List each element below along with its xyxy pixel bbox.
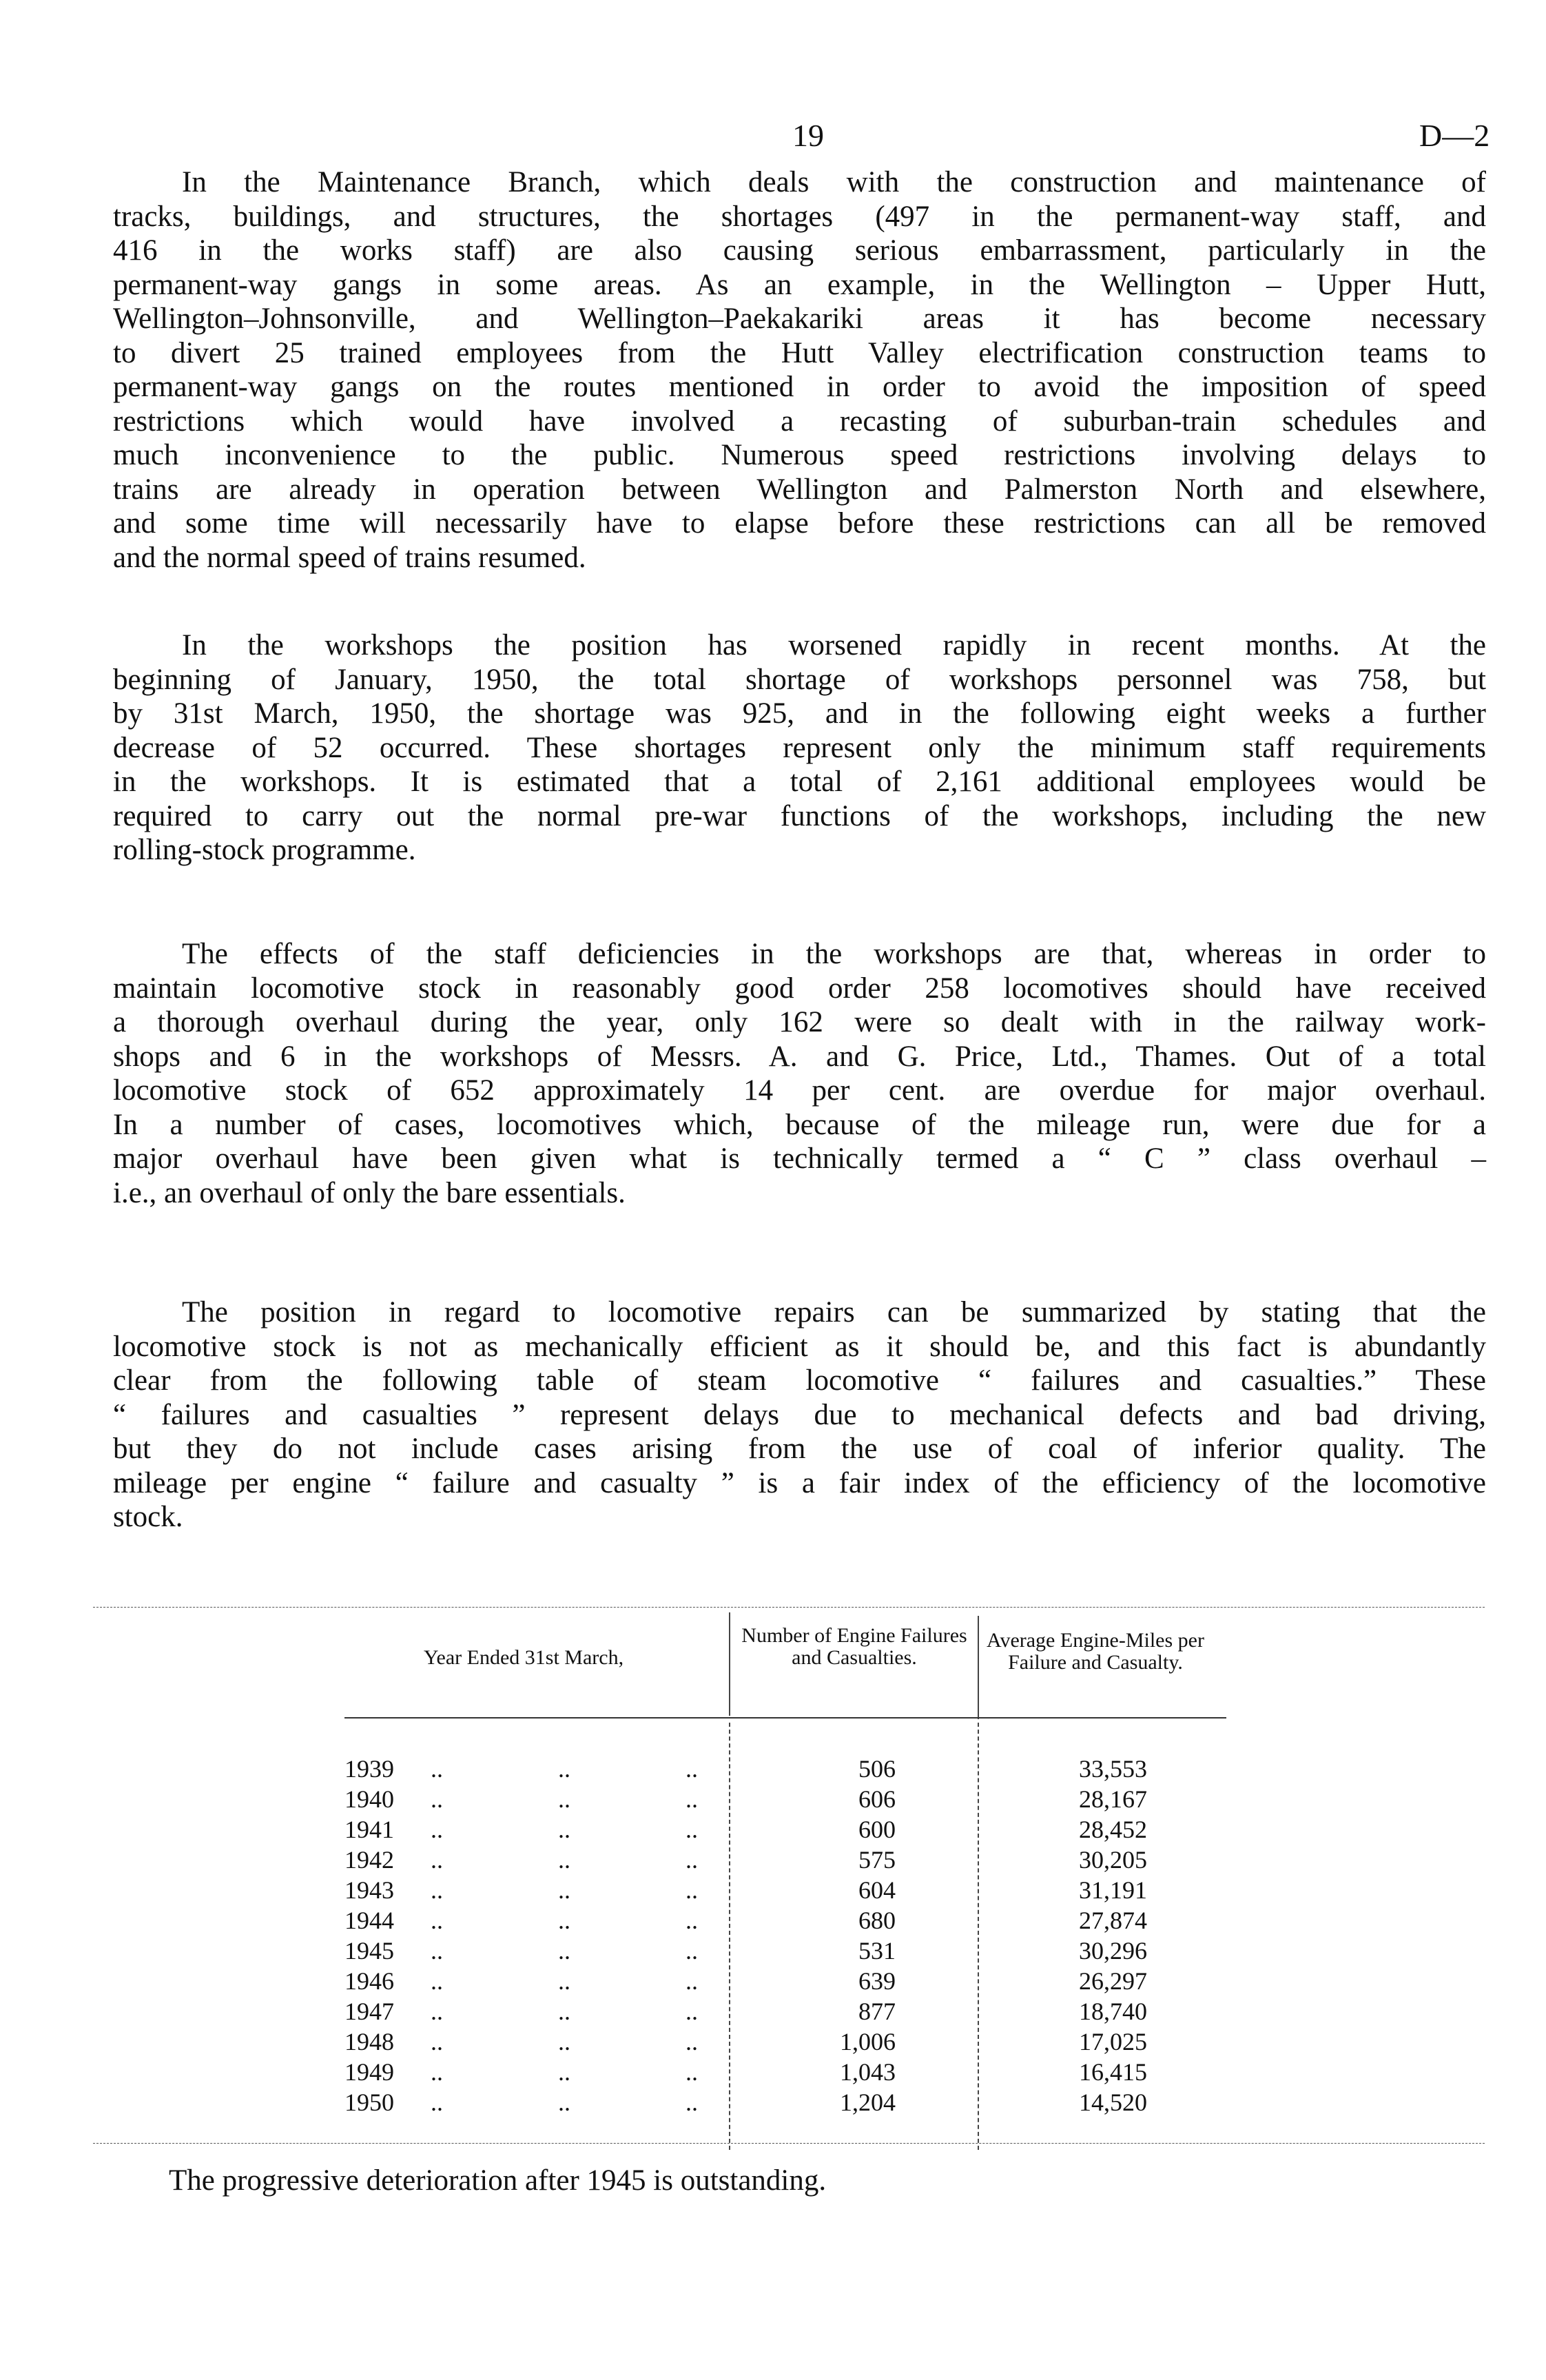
leader-dots: .. — [431, 1967, 443, 1995]
leader-dots: .. — [686, 2089, 698, 2116]
table-row — [331, 1905, 1157, 1936]
text-line: stock. — [113, 1501, 183, 1533]
year-cell: 1946 — [344, 1967, 394, 1995]
miles-cell: 27,874 — [1079, 1907, 1147, 1934]
leader-dots: .. — [558, 1876, 570, 1904]
failures-cell: 531 — [858, 1937, 896, 1964]
leader-dots: .. — [686, 1816, 698, 1843]
text-line: In a number of cases, locomotives which, because of the mileage run, were due for a — [113, 1108, 1486, 1141]
leader-dots: .. — [558, 1907, 570, 1934]
text-line: maintain locomotive stock in reasonably good order 258 locomotives should have received — [113, 972, 1486, 1005]
text-line: locomotive stock is not as mechanically efficient as it should be, and this fact is abundantly — [113, 1330, 1486, 1363]
paragraph-maintenance — [113, 165, 1486, 575]
table-bottom-rule — [93, 2143, 1485, 2144]
column-divider — [978, 1616, 979, 1719]
text-line: rolling-stock programme. — [113, 834, 416, 866]
table-row — [331, 1754, 1157, 1784]
leader-dots: .. — [558, 1785, 570, 1813]
table-row — [331, 1845, 1157, 1875]
text-line: In the workshops the position has worsened rapidly in recent months. At the — [182, 629, 1486, 661]
year-cell: 1949 — [344, 2058, 394, 2086]
document-code: D—2 — [1419, 118, 1490, 153]
header-rule — [344, 1717, 1226, 1719]
text-line: required to carry out the normal pre-war functions of the workshops, including the new — [113, 799, 1486, 832]
text-line: in the workshops. It is estimated that a total of 2,161 additional employees would be — [113, 766, 1486, 798]
leader-dots: .. — [431, 1755, 443, 1783]
leader-dots: .. — [431, 1846, 443, 1874]
leader-dots: .. — [431, 1998, 443, 2025]
text-line: by 31st March, 1950, the shortage was 925, and in the following eight weeks a further — [113, 697, 1486, 730]
table-row — [331, 1814, 1157, 1845]
leader-dots: .. — [686, 1755, 698, 1783]
table-row — [331, 2027, 1157, 2057]
leader-dots: .. — [558, 1755, 570, 1783]
paragraph-workshops — [113, 628, 1486, 868]
year-cell: 1943 — [344, 1876, 394, 1904]
leader-dots: .. — [686, 1998, 698, 2025]
text-line: major overhaul have been given what is technically termed a “ C ” class overhaul – — [113, 1142, 1486, 1175]
leader-dots: .. — [431, 1785, 443, 1813]
leader-dots: .. — [558, 1937, 570, 1964]
table-row — [331, 2057, 1157, 2087]
closing-sentence: The progressive deterioration after 1945 is outstanding. — [169, 2164, 827, 2197]
miles-cell: 18,740 — [1079, 1998, 1147, 2025]
failures-cell: 877 — [858, 1998, 896, 2025]
year-cell: 1939 — [344, 1755, 394, 1783]
text-line: mileage per engine “ failure and casualty ” is a fair index of the efficiency of the locomotive — [113, 1466, 1486, 1499]
table-row — [331, 1996, 1157, 2027]
miles-cell: 26,297 — [1079, 1967, 1147, 1995]
text-line: The effects of the staff deficiencies in the workshops are that, whereas in order to — [182, 938, 1486, 970]
failures-cell: 1,043 — [840, 2058, 896, 2086]
table-row — [331, 1936, 1157, 1966]
leader-dots: .. — [558, 1816, 570, 1843]
text-line: i.e., an overhaul of only the bare essentials. — [113, 1176, 626, 1209]
table-row — [331, 1784, 1157, 1814]
failures-cell: 600 — [858, 1816, 896, 1843]
leader-dots: .. — [431, 1907, 443, 1934]
text-line: permanent-way gangs on the routes mentioned in order to avoid the imposition of speed — [113, 371, 1486, 403]
text-line: The position in regard to locomotive repairs can be summarized by stating that the — [182, 1296, 1486, 1329]
table-row — [331, 1966, 1157, 1996]
text-line: but they do not include cases arising from the use of coal of inferior quality. The — [113, 1433, 1486, 1465]
paragraph-staff-effects — [113, 937, 1486, 1210]
leader-dots: .. — [558, 2028, 570, 2055]
miles-cell: 28,452 — [1079, 1816, 1147, 1843]
text-line: a thorough overhaul during the year, only 162 were so dealt with in the railway work- — [113, 1006, 1486, 1038]
leader-dots: .. — [686, 1907, 698, 1934]
year-cell: 1944 — [344, 1907, 394, 1934]
miles-cell: 16,415 — [1079, 2058, 1147, 2086]
year-cell: 1940 — [344, 1785, 394, 1813]
text-line: In the Maintenance Branch, which deals with the construction and maintenance of — [182, 166, 1486, 198]
leader-dots: .. — [431, 1816, 443, 1843]
year-cell: 1942 — [344, 1846, 394, 1874]
year-cell: 1950 — [344, 2089, 394, 2116]
failures-cell: 506 — [858, 1755, 896, 1783]
text-line: tracks, buildings, and structures, the shortages (497 in the permanent-way staff, and — [113, 200, 1486, 233]
miles-cell: 33,553 — [1079, 1755, 1147, 1783]
column-divider — [729, 1612, 730, 1716]
leader-dots: .. — [686, 2028, 698, 2055]
text-line: 416 in the works staff) are also causing serious embarrassment, particularly in the — [113, 234, 1486, 267]
text-line: restrictions which would have involved a recasting of suburban-train schedules and — [113, 404, 1486, 438]
failures-cell: 575 — [858, 1846, 896, 1874]
text-line: and some time will necessarily have to elapse before these restrictions can all be removed — [113, 507, 1486, 540]
leader-dots: .. — [431, 2058, 443, 2086]
leader-dots: .. — [686, 1785, 698, 1813]
text-line: Wellington–Johnsonville, and Wellington–Paekakariki areas it has become necessary — [113, 302, 1486, 335]
header-failures: Number of Engine Failures and Casualties. — [741, 1624, 967, 1669]
failures-cell: 604 — [858, 1876, 896, 1904]
leader-dots: .. — [431, 1937, 443, 1964]
text-line: locomotive stock of 652 approximately 14 per cent. are overdue for major overhaul. — [113, 1074, 1486, 1107]
text-line: clear from the following table of steam locomotive “ failures and casualties.” These — [113, 1364, 1486, 1397]
text-line: “ failures and casualties ” represent delays due to mechanical defects and bad driving, — [113, 1398, 1486, 1431]
leader-dots: .. — [686, 1846, 698, 1874]
header-year: Year Ended 31st March, — [423, 1646, 624, 1669]
failures-cell: 1,204 — [840, 2089, 896, 2116]
miles-cell: 28,167 — [1079, 1785, 1147, 1813]
failures-cell: 1,006 — [840, 2028, 896, 2055]
leader-dots: .. — [558, 2058, 570, 2086]
miles-cell: 31,191 — [1079, 1876, 1147, 1904]
leader-dots: .. — [558, 1967, 570, 1995]
header-miles: Average Engine-Miles per Failure and Casualty. — [987, 1629, 1204, 1674]
year-cell: 1948 — [344, 2028, 394, 2055]
text-line: decrease of 52 occurred. These shortages represent only the minimum staff requirements — [113, 731, 1486, 764]
paragraph-locomotive-repairs — [113, 1295, 1486, 1535]
miles-cell: 30,296 — [1079, 1937, 1147, 1964]
text-line: beginning of January, 1950, the total shortage of workshops personnel was 758, but — [113, 663, 1486, 696]
text-line: permanent-way gangs in some areas. As an example, in the Wellington – Upper Hutt, — [113, 268, 1486, 301]
leader-dots: .. — [558, 1998, 570, 2025]
table-row — [331, 2087, 1157, 2117]
failures-cell: 606 — [858, 1785, 896, 1813]
miles-cell: 17,025 — [1079, 2028, 1147, 2055]
table-top-rule — [93, 1607, 1485, 1608]
leader-dots: .. — [558, 2089, 570, 2116]
year-cell: 1941 — [344, 1816, 394, 1843]
leader-dots: .. — [686, 1967, 698, 1995]
failures-cell: 680 — [858, 1907, 896, 1934]
miles-cell: 30,205 — [1079, 1846, 1147, 1874]
leader-dots: .. — [431, 1876, 443, 1904]
leader-dots: .. — [431, 2028, 443, 2055]
text-line: shops and 6 in the workshops of Messrs. A. and G. Price, Ltd., Thames. Out of a total — [113, 1040, 1486, 1073]
text-line: to divert 25 trained employees from the Hutt Valley electrification construction teams to — [113, 336, 1486, 369]
leader-dots: .. — [431, 2089, 443, 2116]
miles-cell: 14,520 — [1079, 2089, 1147, 2116]
text-line: much inconvenience to the public. Numerous speed restrictions involving delays to — [113, 439, 1486, 471]
year-cell: 1947 — [344, 1998, 394, 2025]
leader-dots: .. — [686, 1937, 698, 1964]
text-line: and the normal speed of trains resumed. — [113, 541, 586, 574]
leader-dots: .. — [686, 2058, 698, 2086]
leader-dots: .. — [686, 1876, 698, 1904]
failures-cell: 639 — [858, 1967, 896, 1995]
leader-dots: .. — [558, 1846, 570, 1874]
text-line: trains are already in operation between Wellington and Palmerston North and elsewhere, — [113, 473, 1486, 506]
table-row — [331, 1875, 1157, 1905]
year-cell: 1945 — [344, 1937, 394, 1964]
page-number: 19 — [792, 118, 824, 153]
